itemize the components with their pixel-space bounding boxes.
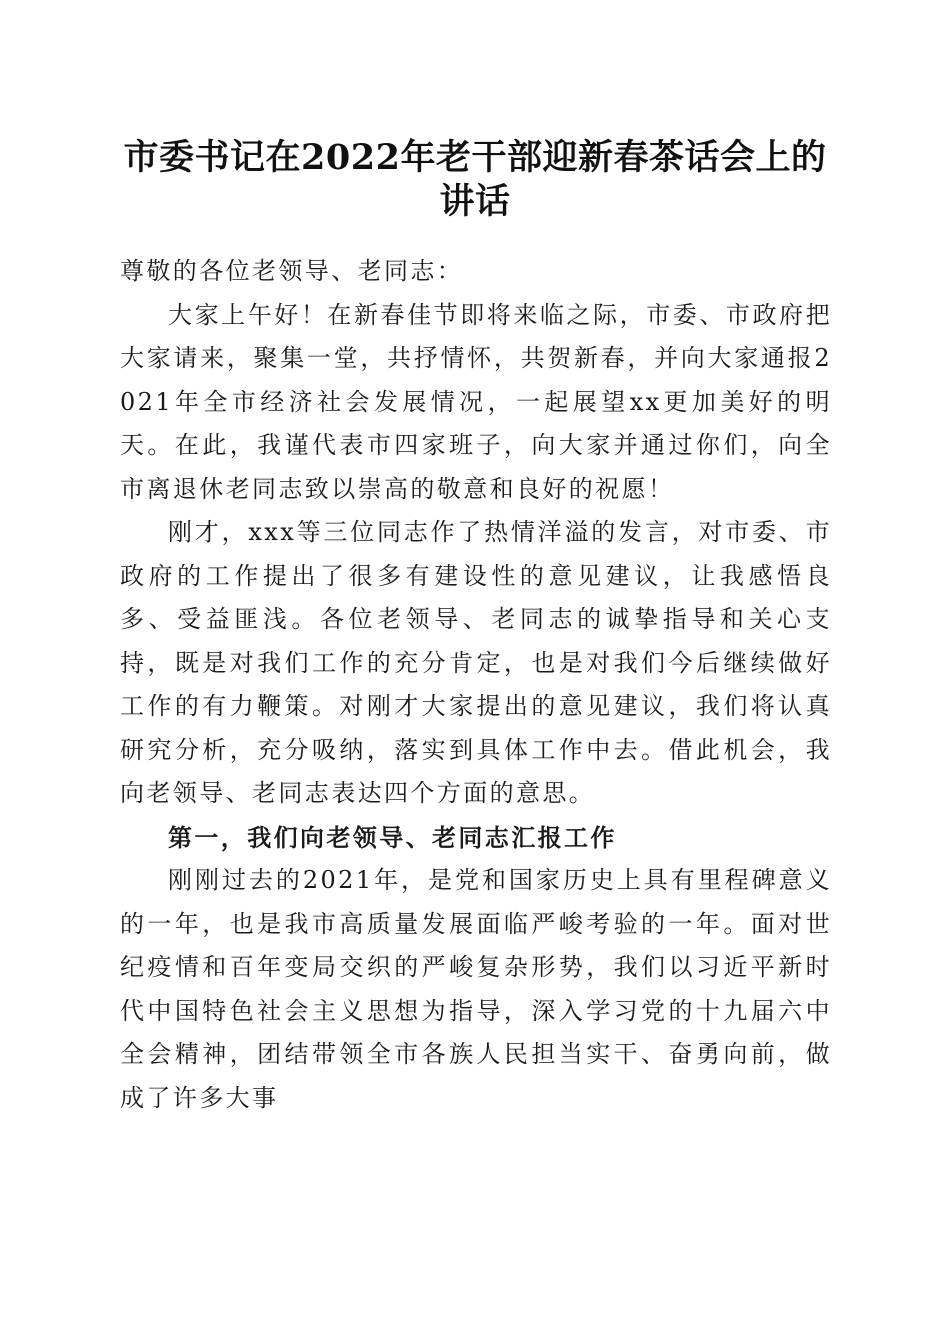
paragraph-report: 刚刚过去的2021年，是党和国家历史上具有里程碑意义的一年，也是我市高质量发展面临严峻考验的一年。面对世纪疫情和百年变局交织的严峻复杂形势，我们以习近平新时代中国特色社会主义思想为指导，深入学习党的十九届六中全会精神，团结带领全市各族人民担当实干、奋勇向前，做成了许多大事 (120, 866, 832, 1112)
document-title: 市委书记在2022年老干部迎新春茶话会上的讲话 (123, 137, 827, 222)
document-body (120, 250, 832, 1120)
section-heading: 第一，我们向老领导、老同志汇报工作 (168, 822, 617, 852)
salutation: 尊敬的各位老领导、老同志： (120, 257, 464, 285)
paragraph-response: 刚才，xxx等三位同志作了热情洋溢的发言，对市委、市政府的工作提出了很多有建设性的意见建议，让我感悟良多、受益匪浅。各位老领导、老同志的诚挚指导和关心支持，既是对我们工作的充分肯定，也是对我们今后继续做好工作的有力鞭策。对刚才大家提出的意见建议，我们将认真研究分析，充分吸纳，落实到具体工作中去。借此机会，我向老领导、老同志表达四个方面的意思。 (120, 518, 832, 807)
paragraph-greeting: 大家上午好！在新春佳节即将来临之际，市委、市政府把大家请来，聚集一堂，共抒情怀，共贺新春，并向大家通报2021年全市经济社会发展情况，一起展望xx更加美好的明天。在此，我谨代表市四家班子，向大家并通过你们，向全市离退休老同志致以崇高的敬意和良好的祝愿！ (120, 300, 832, 503)
